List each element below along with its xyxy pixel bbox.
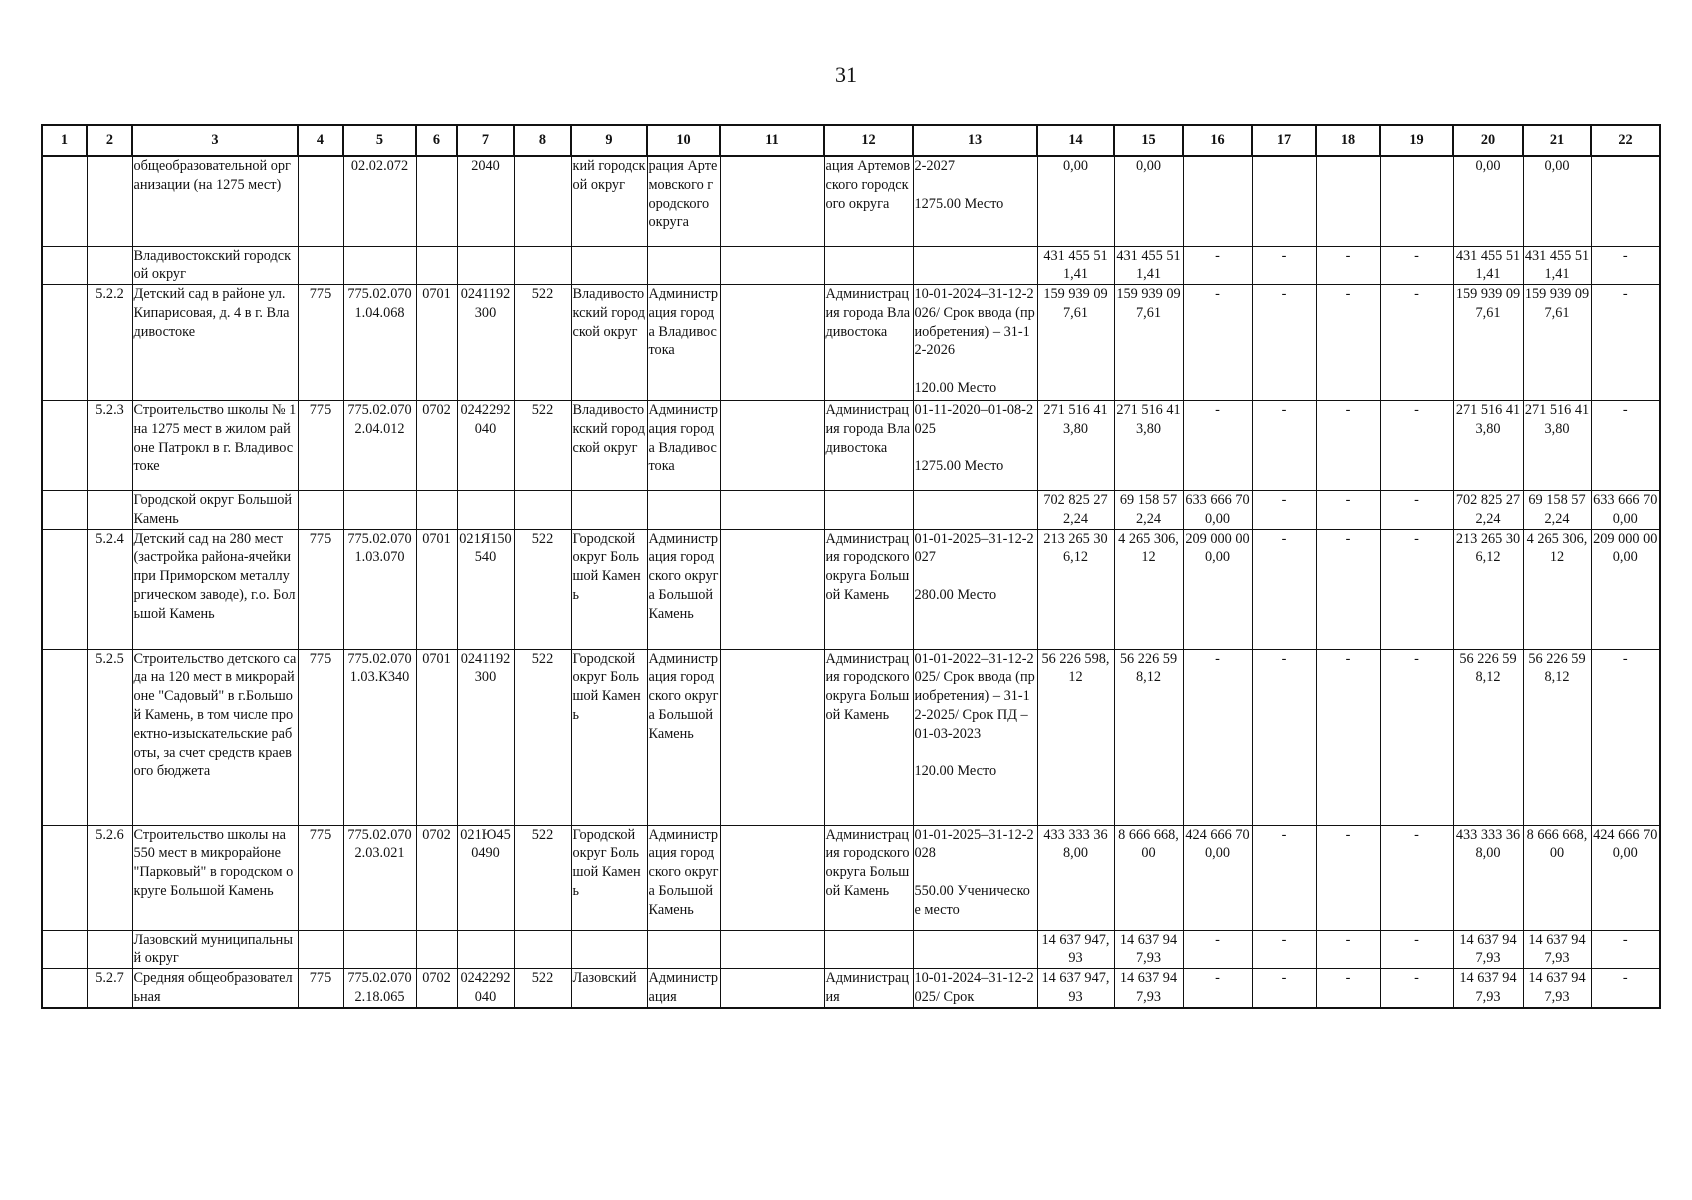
table-row bbox=[42, 529, 1660, 649]
table-cell: Детский сад в районе ул. Кипарисовая, д. 4 в г. Владивостоке bbox=[132, 285, 298, 401]
table-cell: 271 516 413,80 bbox=[1523, 401, 1591, 491]
table-cell: 56 226 598,12 bbox=[1037, 649, 1114, 825]
table-cell: - bbox=[1252, 969, 1316, 1008]
column-header: 1 bbox=[42, 125, 87, 156]
table-cell: Строительство детского сада на 120 мест в микрорайоне "Садовый" в г.Большой Камень, в том числе проектно-изыскательские работы, за счет средств краевого бюджета bbox=[132, 649, 298, 825]
table-cell: Владивостокский городской округ bbox=[132, 246, 298, 285]
table-cell bbox=[416, 246, 457, 285]
table-cell: 5.2.2 bbox=[87, 285, 132, 401]
table-cell: 5.2.4 bbox=[87, 529, 132, 649]
table-cell: Администрация bbox=[824, 969, 913, 1008]
table-cell bbox=[720, 246, 824, 285]
table-cell: 5.2.5 bbox=[87, 649, 132, 825]
table-cell bbox=[720, 825, 824, 930]
table-cell: 633 666 700,00 bbox=[1183, 491, 1252, 530]
table-row bbox=[42, 491, 1660, 530]
table-cell: - bbox=[1252, 246, 1316, 285]
table-cell bbox=[824, 246, 913, 285]
table-cell: 213 265 306,12 bbox=[1453, 529, 1523, 649]
column-header: 19 bbox=[1380, 125, 1453, 156]
table-cell: - bbox=[1316, 930, 1380, 969]
column-header: 9 bbox=[571, 125, 647, 156]
table-cell: 159 939 097,61 bbox=[1114, 285, 1183, 401]
table-cell bbox=[42, 529, 87, 649]
table-cell bbox=[42, 491, 87, 530]
table-cell: 0701 bbox=[416, 529, 457, 649]
table-cell bbox=[720, 649, 824, 825]
table-cell bbox=[87, 930, 132, 969]
table-cell: - bbox=[1380, 491, 1453, 530]
table-cell bbox=[42, 156, 87, 246]
table-cell: 522 bbox=[514, 825, 571, 930]
table-cell: Администрация городского округа Большой Камень bbox=[647, 529, 720, 649]
table-cell: Городской округ Большой Камень bbox=[571, 529, 647, 649]
table-cell bbox=[42, 285, 87, 401]
table-cell: - bbox=[1591, 930, 1660, 969]
table-cell: 775 bbox=[298, 529, 343, 649]
table-cell: 522 bbox=[514, 529, 571, 649]
table-cell bbox=[416, 156, 457, 246]
table-cell: 8 666 668,00 bbox=[1114, 825, 1183, 930]
table-cell: 775 bbox=[298, 649, 343, 825]
table-cell: 0,00 bbox=[1037, 156, 1114, 246]
column-header: 6 bbox=[416, 125, 457, 156]
table-cell: 775 bbox=[298, 969, 343, 1008]
table-cell: 14 637 947,93 bbox=[1037, 969, 1114, 1008]
table-cell: Администрация bbox=[647, 969, 720, 1008]
table-cell: 775 bbox=[298, 825, 343, 930]
table-cell: - bbox=[1380, 285, 1453, 401]
table-cell: Городской округ Большой Камень bbox=[132, 491, 298, 530]
table-cell: 0,00 bbox=[1523, 156, 1591, 246]
table-cell bbox=[824, 930, 913, 969]
table-cell: 775.02.0701.03.070 bbox=[343, 529, 416, 649]
table-cell bbox=[720, 285, 824, 401]
table-cell: 775.02.0701.03.К340 bbox=[343, 649, 416, 825]
table-cell bbox=[647, 491, 720, 530]
table-row bbox=[42, 825, 1660, 930]
table-cell: - bbox=[1316, 529, 1380, 649]
table-cell: - bbox=[1316, 649, 1380, 825]
column-header: 17 bbox=[1252, 125, 1316, 156]
table-cell: Лазовский bbox=[571, 969, 647, 1008]
table-cell: 01-01-2025–31-12-2027 280.00 Место bbox=[913, 529, 1037, 649]
table-cell bbox=[647, 246, 720, 285]
table-cell bbox=[571, 491, 647, 530]
table-cell: - bbox=[1380, 825, 1453, 930]
table-cell: 4 265 306,12 bbox=[1523, 529, 1591, 649]
table-row bbox=[42, 969, 1660, 1008]
column-header: 22 bbox=[1591, 125, 1660, 156]
table-cell bbox=[1380, 156, 1453, 246]
table-cell: Администрация города Владивостока bbox=[647, 285, 720, 401]
table-cell: 0702 bbox=[416, 401, 457, 491]
table-cell: - bbox=[1183, 649, 1252, 825]
table-cell: 775.02.0702.04.012 bbox=[343, 401, 416, 491]
table-cell: 209 000 000,00 bbox=[1183, 529, 1252, 649]
table-cell: - bbox=[1183, 969, 1252, 1008]
table-cell: - bbox=[1252, 401, 1316, 491]
table-cell: - bbox=[1591, 969, 1660, 1008]
table-cell: 69 158 572,24 bbox=[1114, 491, 1183, 530]
table-cell bbox=[1183, 156, 1252, 246]
table-cell bbox=[720, 401, 824, 491]
table-cell: 0,00 bbox=[1114, 156, 1183, 246]
table-cell bbox=[298, 930, 343, 969]
table-cell bbox=[514, 246, 571, 285]
table-cell: 433 333 368,00 bbox=[1453, 825, 1523, 930]
table-cell: 213 265 306,12 bbox=[1037, 529, 1114, 649]
table-cell bbox=[42, 930, 87, 969]
table-cell: - bbox=[1316, 825, 1380, 930]
table-cell: Лазовский муниципальный округ bbox=[132, 930, 298, 969]
column-header: 10 bbox=[647, 125, 720, 156]
table-cell bbox=[87, 156, 132, 246]
column-header: 8 bbox=[514, 125, 571, 156]
table-cell: - bbox=[1183, 930, 1252, 969]
table-cell: 14 637 947,93 bbox=[1453, 969, 1523, 1008]
table-cell: 14 637 947,93 bbox=[1523, 930, 1591, 969]
table-cell: 10-01-2024–31-12-2025/ Срок bbox=[913, 969, 1037, 1008]
table-cell: Администрация городского округа Большой Камень bbox=[824, 825, 913, 930]
table-cell: Администрация городского округа Большой Камень bbox=[647, 649, 720, 825]
table-cell: 775 bbox=[298, 285, 343, 401]
table-cell bbox=[571, 930, 647, 969]
table-row bbox=[42, 246, 1660, 285]
table-cell: 633 666 700,00 bbox=[1591, 491, 1660, 530]
table-cell bbox=[457, 491, 514, 530]
table-cell: - bbox=[1380, 930, 1453, 969]
table-cell: 0241192300 bbox=[457, 649, 514, 825]
table-cell bbox=[42, 246, 87, 285]
table-cell: Средняя общеобразовательная bbox=[132, 969, 298, 1008]
column-header: 3 bbox=[132, 125, 298, 156]
table-cell: 431 455 511,41 bbox=[1114, 246, 1183, 285]
column-header: 12 bbox=[824, 125, 913, 156]
table-cell: 775.02.0702.18.065 bbox=[343, 969, 416, 1008]
table-cell bbox=[343, 246, 416, 285]
table-cell: 775.02.0702.03.021 bbox=[343, 825, 416, 930]
table-cell bbox=[913, 491, 1037, 530]
table-cell: - bbox=[1591, 649, 1660, 825]
table-cell bbox=[913, 246, 1037, 285]
column-header: 14 bbox=[1037, 125, 1114, 156]
table-cell: 424 666 700,00 bbox=[1591, 825, 1660, 930]
table-cell bbox=[87, 246, 132, 285]
table-cell bbox=[720, 930, 824, 969]
table-body bbox=[42, 156, 1660, 1008]
table-cell: Городской округ Большой Камень bbox=[571, 649, 647, 825]
table-cell bbox=[343, 491, 416, 530]
table-cell: Администрация городского округа Большой Камень bbox=[824, 649, 913, 825]
table-cell: 0241192300 bbox=[457, 285, 514, 401]
table-cell: 14 637 947,93 bbox=[1453, 930, 1523, 969]
table-cell: 14 637 947,93 bbox=[1037, 930, 1114, 969]
table-cell: Администрация города Владивостока bbox=[824, 401, 913, 491]
column-header: 21 bbox=[1523, 125, 1591, 156]
table-cell bbox=[913, 930, 1037, 969]
table-cell: Администрация городского округа Большой Камень bbox=[647, 825, 720, 930]
table-cell: 56 226 598,12 bbox=[1523, 649, 1591, 825]
table-cell: - bbox=[1252, 285, 1316, 401]
table-cell bbox=[1316, 156, 1380, 246]
table-cell bbox=[298, 246, 343, 285]
table-cell: 69 158 572,24 bbox=[1523, 491, 1591, 530]
table-cell: 271 516 413,80 bbox=[1037, 401, 1114, 491]
table-cell bbox=[457, 246, 514, 285]
table-cell bbox=[514, 930, 571, 969]
table-cell: - bbox=[1316, 969, 1380, 1008]
table-cell bbox=[720, 491, 824, 530]
table-cell: 702 825 272,24 bbox=[1453, 491, 1523, 530]
table-cell: 01-01-2025–31-12-2028 550.00 Ученическое место bbox=[913, 825, 1037, 930]
table-cell: - bbox=[1380, 246, 1453, 285]
table-cell: 522 bbox=[514, 285, 571, 401]
table-cell: 56 226 598,12 bbox=[1114, 649, 1183, 825]
table-cell: - bbox=[1316, 491, 1380, 530]
table-cell: 021Ю450490 bbox=[457, 825, 514, 930]
table-cell: - bbox=[1316, 246, 1380, 285]
table-cell: кий городской округ bbox=[571, 156, 647, 246]
table-cell: 0701 bbox=[416, 285, 457, 401]
table-cell: - bbox=[1591, 401, 1660, 491]
table-cell: 10-01-2024–31-12-2026/ Срок ввода (приобретения) – 31-12-2026 120.00 Место bbox=[913, 285, 1037, 401]
table-cell bbox=[647, 930, 720, 969]
table-cell bbox=[457, 930, 514, 969]
table-cell: - bbox=[1380, 969, 1453, 1008]
table-cell: 0242292040 bbox=[457, 401, 514, 491]
table-cell: 431 455 511,41 bbox=[1037, 246, 1114, 285]
table-cell: 159 939 097,61 bbox=[1037, 285, 1114, 401]
table-cell: 14 637 947,93 bbox=[1114, 930, 1183, 969]
column-header: 2 bbox=[87, 125, 132, 156]
table-cell: 433 333 368,00 bbox=[1037, 825, 1114, 930]
budget-table bbox=[41, 124, 1661, 1009]
table-cell: 5.2.3 bbox=[87, 401, 132, 491]
table-cell bbox=[416, 930, 457, 969]
table-cell: Детский сад на 280 мест (застройка района-ячейки при Приморском металлургическом заводе), г.о. Большой Камень bbox=[132, 529, 298, 649]
table-cell: - bbox=[1591, 285, 1660, 401]
table-cell: 01-01-2022–31-12-2025/ Срок ввода (приобретения) – 31-12-2025/ Срок ПД – 01-03-2023 120.00 Место bbox=[913, 649, 1037, 825]
table-cell: 702 825 272,24 bbox=[1037, 491, 1114, 530]
table-cell: Администрация города Владивостока bbox=[647, 401, 720, 491]
table-cell bbox=[720, 529, 824, 649]
table-cell: - bbox=[1316, 285, 1380, 401]
table-cell: 021Я150540 bbox=[457, 529, 514, 649]
table-cell: 0702 bbox=[416, 969, 457, 1008]
table-cell bbox=[298, 156, 343, 246]
table-row bbox=[42, 156, 1660, 246]
table-cell: 0702 bbox=[416, 825, 457, 930]
page-number: 31 bbox=[835, 62, 857, 87]
table-cell: 14 637 947,93 bbox=[1523, 969, 1591, 1008]
column-header: 18 bbox=[1316, 125, 1380, 156]
table-cell: 271 516 413,80 bbox=[1114, 401, 1183, 491]
table-cell: 02.02.072 bbox=[343, 156, 416, 246]
table-cell: ация Артемовского городского округа bbox=[824, 156, 913, 246]
table-cell bbox=[1252, 156, 1316, 246]
table-cell: - bbox=[1316, 401, 1380, 491]
table-cell: Владивостокский городской округ bbox=[571, 285, 647, 401]
table-cell bbox=[514, 156, 571, 246]
table-cell bbox=[298, 491, 343, 530]
table-cell bbox=[42, 401, 87, 491]
table-cell: - bbox=[1252, 930, 1316, 969]
column-header: 13 bbox=[913, 125, 1037, 156]
table-cell bbox=[42, 825, 87, 930]
table-row bbox=[42, 401, 1660, 491]
table-cell: 8 666 668,00 bbox=[1523, 825, 1591, 930]
table-cell: 01-11-2020–01-08-2025 1275.00 Место bbox=[913, 401, 1037, 491]
table-cell bbox=[343, 930, 416, 969]
table-cell: 0701 bbox=[416, 649, 457, 825]
table-cell bbox=[720, 156, 824, 246]
table-cell: Строительство школы на 550 мест в микрорайоне "Парковый" в городском округе Большой Камень bbox=[132, 825, 298, 930]
table-cell: общеобразовательной организации (на 1275 мест) bbox=[132, 156, 298, 246]
column-header: 11 bbox=[720, 125, 824, 156]
table-cell: рация Артемовского городского округа bbox=[647, 156, 720, 246]
table-cell: 522 bbox=[514, 649, 571, 825]
table-cell: - bbox=[1380, 649, 1453, 825]
table-cell: 5.2.7 bbox=[87, 969, 132, 1008]
table-cell: 424 666 700,00 bbox=[1183, 825, 1252, 930]
table-header bbox=[42, 125, 1660, 156]
column-header: 7 bbox=[457, 125, 514, 156]
column-header: 16 bbox=[1183, 125, 1252, 156]
table-cell: Строительство школы № 1 на 1275 мест в жилом районе Патрокл в г. Владивостоке bbox=[132, 401, 298, 491]
table-cell: 522 bbox=[514, 401, 571, 491]
table-cell: - bbox=[1252, 649, 1316, 825]
column-header: 4 bbox=[298, 125, 343, 156]
table-row bbox=[42, 285, 1660, 401]
table-cell: 5.2.6 bbox=[87, 825, 132, 930]
table-cell: Городской округ Большой Камень bbox=[571, 825, 647, 930]
table-cell: 14 637 947,93 bbox=[1114, 969, 1183, 1008]
table-cell: 775.02.0701.04.068 bbox=[343, 285, 416, 401]
table-cell: - bbox=[1380, 401, 1453, 491]
table-cell bbox=[87, 491, 132, 530]
column-header: 20 bbox=[1453, 125, 1523, 156]
table-cell: 271 516 413,80 bbox=[1453, 401, 1523, 491]
table-cell: - bbox=[1252, 491, 1316, 530]
table-cell: 2040 bbox=[457, 156, 514, 246]
table-cell: 4 265 306,12 bbox=[1114, 529, 1183, 649]
table-cell: 431 455 511,41 bbox=[1453, 246, 1523, 285]
table-cell: 0242292040 bbox=[457, 969, 514, 1008]
table-cell: 159 939 097,61 bbox=[1453, 285, 1523, 401]
table-cell bbox=[720, 969, 824, 1008]
table-cell: 209 000 000,00 bbox=[1591, 529, 1660, 649]
table-cell: - bbox=[1252, 529, 1316, 649]
table-row bbox=[42, 930, 1660, 969]
table-cell bbox=[416, 491, 457, 530]
table-row bbox=[42, 649, 1660, 825]
table-cell: 0,00 bbox=[1453, 156, 1523, 246]
table-cell: Владивостокский городской округ bbox=[571, 401, 647, 491]
table-cell: Администрация городского округа Большой Камень bbox=[824, 529, 913, 649]
table-cell: 159 939 097,61 bbox=[1523, 285, 1591, 401]
table-cell: 431 455 511,41 bbox=[1523, 246, 1591, 285]
table-cell: - bbox=[1183, 246, 1252, 285]
column-header: 5 bbox=[343, 125, 416, 156]
table-cell bbox=[571, 246, 647, 285]
table-cell: - bbox=[1591, 246, 1660, 285]
table-cell bbox=[514, 491, 571, 530]
table-cell: - bbox=[1252, 825, 1316, 930]
table-cell: 56 226 598,12 bbox=[1453, 649, 1523, 825]
table-cell bbox=[42, 969, 87, 1008]
table-cell bbox=[42, 649, 87, 825]
table-cell: 522 bbox=[514, 969, 571, 1008]
table-cell: Администрация города Владивостока bbox=[824, 285, 913, 401]
table-cell: - bbox=[1183, 401, 1252, 491]
table-cell bbox=[824, 491, 913, 530]
column-header: 15 bbox=[1114, 125, 1183, 156]
table-cell: 775 bbox=[298, 401, 343, 491]
table-cell: 2-2027 1275.00 Место bbox=[913, 156, 1037, 246]
table-cell: - bbox=[1380, 529, 1453, 649]
table-cell: - bbox=[1183, 285, 1252, 401]
table-cell bbox=[1591, 156, 1660, 246]
